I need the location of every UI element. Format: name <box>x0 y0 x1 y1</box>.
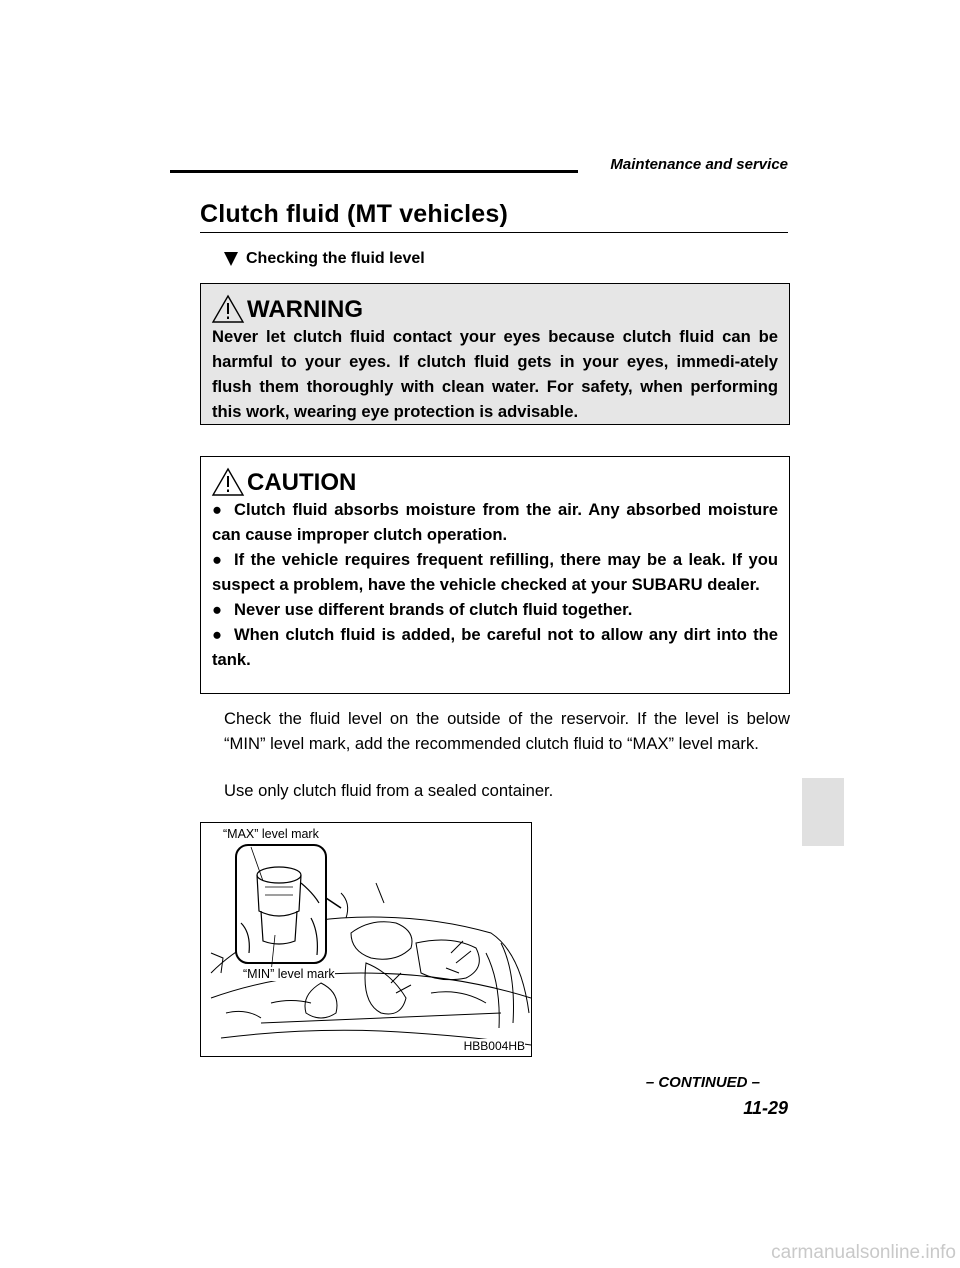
bullet-icon: ● <box>212 550 223 569</box>
caution-item: ● Never use different brands of clutch fluid together. <box>212 597 778 622</box>
page-number: 11-29 <box>743 1098 788 1118</box>
engine-figure <box>200 822 532 1057</box>
subheading-text: Checking the fluid level <box>246 250 425 267</box>
continued-label: – CONTINUED – <box>645 1074 760 1091</box>
bullet-icon: ● <box>212 500 223 519</box>
subheading <box>224 250 425 268</box>
caution-item: ● If the vehicle requires frequent refilling, there may be a leak. If you suspect a problem, have the vehicle checked at your SUBARU dealer. <box>212 547 778 597</box>
min-level-label: “MIN” level mark <box>243 967 335 981</box>
header-rule <box>170 170 578 173</box>
page-title: Clutch fluid (MT vehicles) <box>200 200 508 228</box>
warning-box <box>200 283 790 425</box>
title-rule <box>200 232 788 233</box>
watermark: carmanualsonline.info <box>771 1242 956 1263</box>
warning-label: WARNING <box>247 296 363 323</box>
caution-label: CAUTION <box>247 469 357 496</box>
engine-illustration <box>201 823 532 1057</box>
caution-item: ● When clutch fluid is added, be careful not to allow any dirt into the tank. <box>212 622 778 672</box>
bullet-icon: ● <box>212 625 223 644</box>
bullet-icon: ● <box>212 600 223 619</box>
warning-triangle-icon <box>211 294 245 324</box>
triangle-down-icon <box>224 252 238 266</box>
body-paragraph: Check the fluid level on the outside of the reservoir. If the level is below “MIN” level mark, add the recommended clutch fluid to “MAX” level mark. <box>224 709 790 753</box>
caution-header <box>212 457 778 497</box>
warning-text: Never let clutch fluid contact your eyes because clutch fluid can be harmful to your eyes. If clutch fluid gets in your eyes, immedi-ately flush them thoroughly with clean water. For safety, when performing this work, wearing eye protection is advisable. <box>212 327 778 421</box>
max-level-label: “MAX” level mark <box>223 827 319 841</box>
caution-item: ● Clutch fluid absorbs moisture from the air. Any absorbed moisture can cause improper clutch operation. <box>212 497 778 547</box>
caution-box <box>200 456 790 694</box>
figure-code: HBB004HB <box>463 1039 525 1053</box>
warning-header <box>212 284 778 324</box>
caution-triangle-icon <box>211 467 245 497</box>
section-label: Maintenance and service <box>610 156 788 173</box>
body-paragraph: Use only clutch fluid from a sealed container. <box>224 781 554 800</box>
chapter-thumb-tab <box>802 778 844 846</box>
